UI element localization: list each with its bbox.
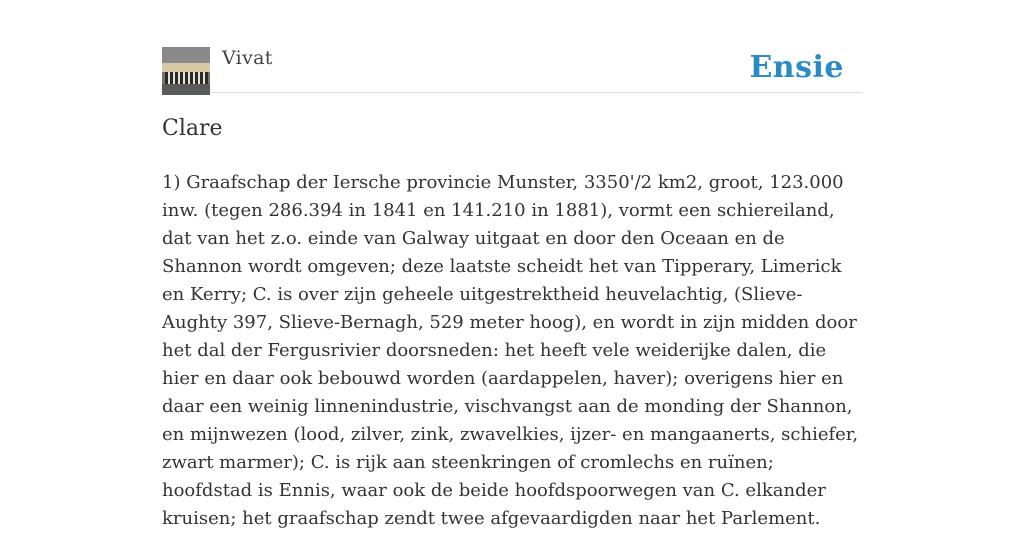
avatar[interactable] (162, 47, 210, 95)
article-body: 1) Graafschap der Iersche provincie Munster, 3350'/2 km2, groot, 123.000 inw. (tegen 286.394 in 1841 en 141.210 in 1881), vormt een schiereiland, dat van het z.o. einde van Galway uitgaat en door den Oceaan en de Shannon wordt omgeven; deze laatste scheidt het van Tipperary, Limerick en Kerry; C. is over zijn geheele uitgestrektheid heuvelachtig, (Slieve-Aughty 397, Slieve-Bernagh, 529 meter hoog), en wordt in zijn midden door het dal der Fergusrivier doorsneden: het heeft vele weiderijke dalen, die hier en daar ook bebouwd worden (aardappelen, haver); overigens hier en daar een weinig linnenindustrie, vischvangst aan de monding der Shannon, en mijnwezen (lood, zilver, zink, zwavelkies, ijzer- en mangaanerts, schiefer, zwart marmer); C. is rijk aan steenkringen of cromlechs en ruïnen; hoofdstad is Ennis, waar ook de beide hoofdspoorwegen van C. elkander kruisen; het graafschap zendt twee afgevaardigden naar het Parlement. (162, 172, 859, 529)
header (162, 46, 862, 93)
page-title: Clare (162, 116, 223, 141)
brand-logo[interactable]: Ensie (749, 50, 844, 85)
author-name[interactable]: Vivat (222, 47, 273, 69)
